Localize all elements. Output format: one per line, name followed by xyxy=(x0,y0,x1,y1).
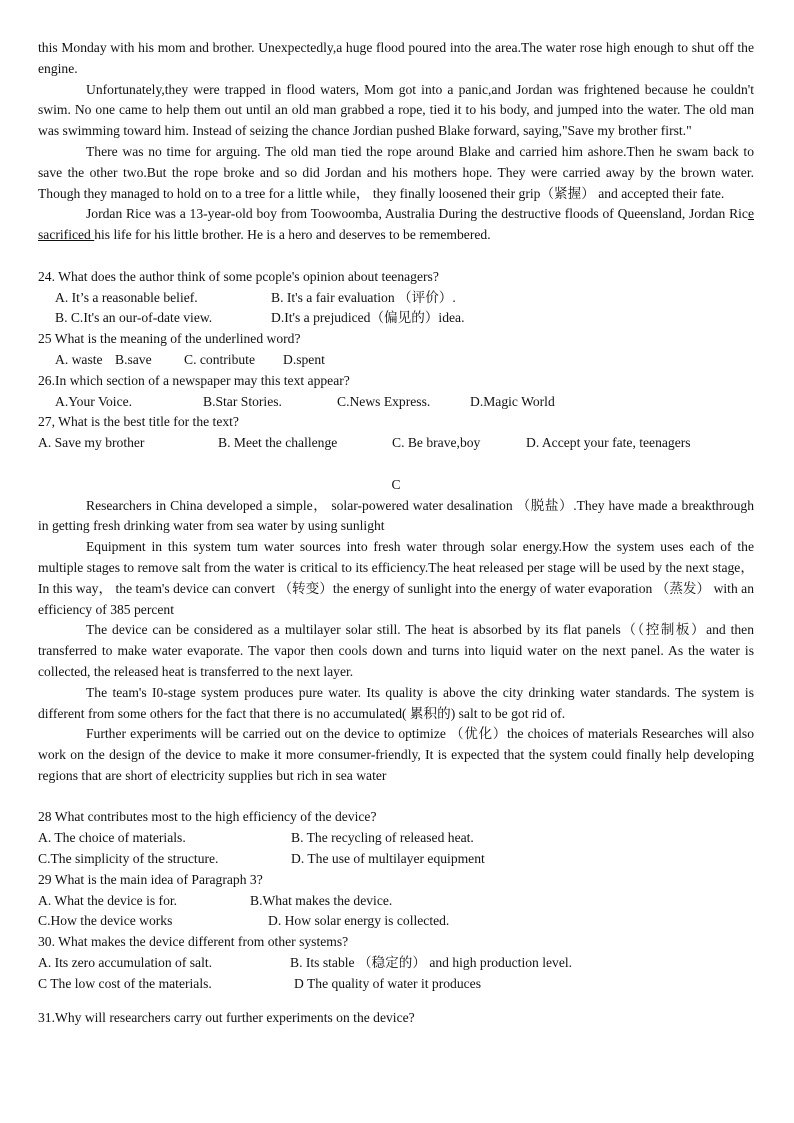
question-30-stem: 30. What makes the device different from other systems? xyxy=(38,934,349,950)
question-29-options-row-1 xyxy=(38,891,754,912)
section-c-paragraph-2: Equipment in this system tum water sources into fresh water through solar energy.How the system uses each of the multiple stages to remove salt from the water is critical to its efficiency.The heat released per stage will be used by the next stage，In this way， the team's device can convert （转变）the energy of sunlight into the energy of water evaporation （蒸发） with an efficiency of 385 percent xyxy=(38,539,754,617)
option: B. The recycling of released heat. xyxy=(291,830,474,846)
option: C.The simplicity of the structure. xyxy=(38,851,219,867)
option: A. It’s a reasonable belief. xyxy=(55,289,198,305)
option: C. Be brave,boy xyxy=(392,435,481,451)
exam-page xyxy=(38,38,754,1028)
section-c-paragraph-4: The team's I0-stage system produces pure water. Its quality is above the city drinking water standards. The system is different from some others for the fact that there is no accumulated( 累积的) salt to be got rid of. xyxy=(38,684,754,721)
question-30-options-row-2 xyxy=(38,974,754,995)
option: D. How solar energy is collected. xyxy=(268,913,450,929)
option: B. Meet the challenge xyxy=(218,435,338,451)
option: B.save xyxy=(115,351,152,367)
option: B.Star Stories. xyxy=(203,393,282,409)
option: D.It's a prejudiced（偏见的）idea. xyxy=(271,310,465,326)
question-24-stem: 24. What does the author think of some pcople's opinion about teenagers? xyxy=(38,268,439,284)
question-24-options-row-2 xyxy=(38,308,754,329)
question-27-options xyxy=(38,433,754,454)
question-24-options-row-1 xyxy=(38,288,754,309)
option: C. contribute xyxy=(184,351,255,367)
option: D.spent xyxy=(283,351,325,367)
passage-b-paragraph-2: Unfortunately,they were trapped in flood waters, Mom got into a panic,and Jordan was frightened because he couldn't swim. No one came to help them out until an old man grabbed a rope, tied it to his body, and jumped into the water. The old man was swimming toward him. Instead of seizing the chance Jordian pushed Blake forward, saying,"Save my brother first." xyxy=(38,81,754,139)
option: B.What makes the device. xyxy=(250,892,393,908)
option: C The low cost of the materials. xyxy=(38,975,212,991)
underlined-word: e sacrificed xyxy=(38,206,754,243)
option: A. waste xyxy=(55,351,103,367)
question-28-stem: 28 What contributes most to the high efficiency of the device? xyxy=(38,809,377,825)
option: D The quality of water it produces xyxy=(294,975,481,991)
option: C.How the device works xyxy=(38,913,173,929)
question-28-options-row-1 xyxy=(38,828,754,849)
section-c-label: C xyxy=(391,476,401,492)
option: A.Your Voice. xyxy=(55,393,133,409)
option: A. What the device is for. xyxy=(38,892,178,908)
option: B. Its stable （稳定的） and high production level. xyxy=(290,955,573,971)
section-c-paragraph-3: The device can be considered as a multilayer solar still. The heat is absorbed by its flat panels（（控制板）and then transferred to make water evaporate. The vapor then cools down and turns into liquid water on the next panel. As the water is collected, the released heat is transferred to the next layer. xyxy=(38,622,754,679)
option: C.News Express. xyxy=(337,393,431,409)
paragraph-4-text-start: Jordan Rice was a 13-year-old boy from Toowoomba, Australia During the destructive floods of Queensland, Jordan Ric xyxy=(86,206,748,222)
option: A. Save my brother xyxy=(38,435,145,451)
question-25-options xyxy=(38,350,754,371)
question-27-stem: 27, What is the best title for the text? xyxy=(38,414,239,430)
passage-b-paragraph-1: this Monday with his mom and brother. Unexpectedly,a huge flood poured into the area.The water rose high enough to shut off the engine. xyxy=(38,40,754,76)
option: A. The choice of materials. xyxy=(38,830,186,846)
option: D.Magic World xyxy=(470,393,555,409)
passage-b-paragraph-4 xyxy=(38,204,754,246)
option: D. Accept your fate, teenagers xyxy=(526,435,691,451)
question-30-options-row-1 xyxy=(38,953,754,974)
question-28-options-row-2 xyxy=(38,849,754,870)
option: A. Its zero accumulation of salt. xyxy=(38,955,213,971)
question-29-options-row-2 xyxy=(38,911,754,932)
question-26-stem: 26.In which section of a newspaper may this text appear? xyxy=(38,372,350,388)
option: B. C.It's an our-of-date view. xyxy=(55,310,213,326)
section-c-paragraph-5: Further experiments will be carried out on the device to optimize （优化）the choices of materials Researches will also work on the design of the device to make it more consumer-friendly, It is expected that the system could finally help developing regions that are short of electricity supplies but rich in sea water xyxy=(38,726,754,783)
paragraph-4-text-end: his life for his little brother. He is a hero and deserves to be remembered. xyxy=(94,227,491,243)
option: D. The use of multilayer equipment xyxy=(291,851,485,867)
question-26-options xyxy=(38,392,754,413)
passage-b-paragraph-3: There was no time for arguing. The old man tied the rope around Blake and carried him ashore.Then he swam back to save the other two.But the rope broke and so did Jordan and his mothers hope. They were carried away by the brown water. Though they managed to hold on to a tree for a little while， they finally loosened their grip（紧握） and accepted their fate. xyxy=(38,143,754,201)
question-29-stem: 29 What is the main idea of Paragraph 3? xyxy=(38,871,263,887)
section-c-paragraph-1: Researchers in China developed a simple， solar-powered water desalination （脱盐）.They have made a breakthrough in getting fresh drinking water from sea water by using sunlight xyxy=(38,497,754,534)
question-25-stem: 25 What is the meaning of the underlined word? xyxy=(38,331,301,347)
option: B. It's a fair evaluation （评价）. xyxy=(271,289,456,305)
question-31-stem: 31.Why will researchers carry out further experiments on the device? xyxy=(38,1009,415,1025)
